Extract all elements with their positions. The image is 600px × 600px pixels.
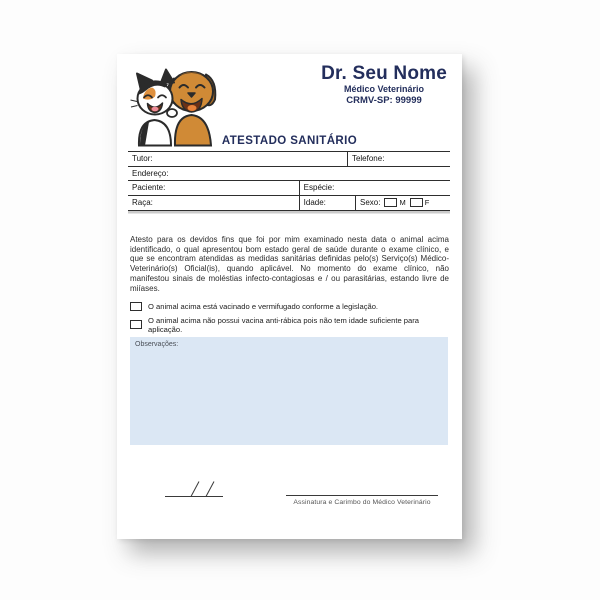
tutor-field: Tutor: — [132, 154, 153, 164]
endereco-field: Endereço: — [132, 168, 169, 178]
document-title: ATESTADO SANITÁRIO — [221, 135, 358, 147]
especie-field: Espécie: — [299, 181, 450, 195]
sexo-f-checkbox — [410, 198, 423, 207]
sexo-label: Sexo: — [360, 198, 381, 208]
table-row — [128, 167, 450, 182]
paciente-field: Paciente: — [132, 183, 166, 193]
date-line — [163, 480, 225, 498]
certificate-sheet — [117, 54, 462, 539]
doctor-title: Médico Veterinário — [344, 84, 425, 94]
table-row — [128, 181, 450, 196]
doctor-name: Dr. Seu Nome — [321, 63, 447, 84]
idade-field: Idade: — [299, 196, 355, 211]
signature-line — [286, 495, 438, 506]
raca-field: Raça: — [132, 198, 153, 208]
doctor-registration: CRMV-SP: 99999 — [346, 95, 422, 106]
attestation-statement: Atesto para os devidos fins que foi por mim examinado nesta data o animal acima identificado, o qual apresentou bom estado geral de saúde durante o exame clínico, e que se encontram atendidas as medidas sanitárias definidas pelo(s) Serviço(s) Médico-Veterinário(s) Oficial(is), quando aplicável. No momento do exame clínico, não manifestou sinais de moléstias infecto-contagiosas e / ou parasitárias, estando livre de miíases. — [130, 235, 449, 293]
sexo-m-label: M — [399, 198, 406, 208]
vaccination-checkboxes — [130, 302, 449, 338]
table-row — [128, 196, 450, 211]
no-rabies-vaccine-checkbox-label: O animal acima não possui vacina anti-rábica pois não tem idade suficiente para aplicação. — [148, 315, 419, 334]
vaccinated-checkbox-label: O animal acima está vacinado e vermifugado conforme a legislação. — [148, 302, 379, 311]
telefone-field: Telefone: — [347, 152, 450, 166]
observations-box — [130, 337, 448, 445]
no-rabies-vaccine-checkbox — [130, 320, 142, 329]
observations-label: Observações: — [135, 341, 179, 348]
vaccinated-checkbox — [130, 302, 142, 311]
sexo-m-checkbox — [384, 198, 397, 207]
sexo-field — [355, 196, 450, 211]
signature-caption: Assinatura e Carimbo do Médico Veterinário — [293, 498, 431, 506]
sexo-f-label: F — [424, 198, 430, 208]
table-row — [128, 152, 450, 167]
checkbox-row — [130, 302, 449, 311]
clinic-header — [321, 63, 447, 107]
checkbox-row — [130, 316, 449, 334]
patient-fields-table — [128, 151, 450, 211]
